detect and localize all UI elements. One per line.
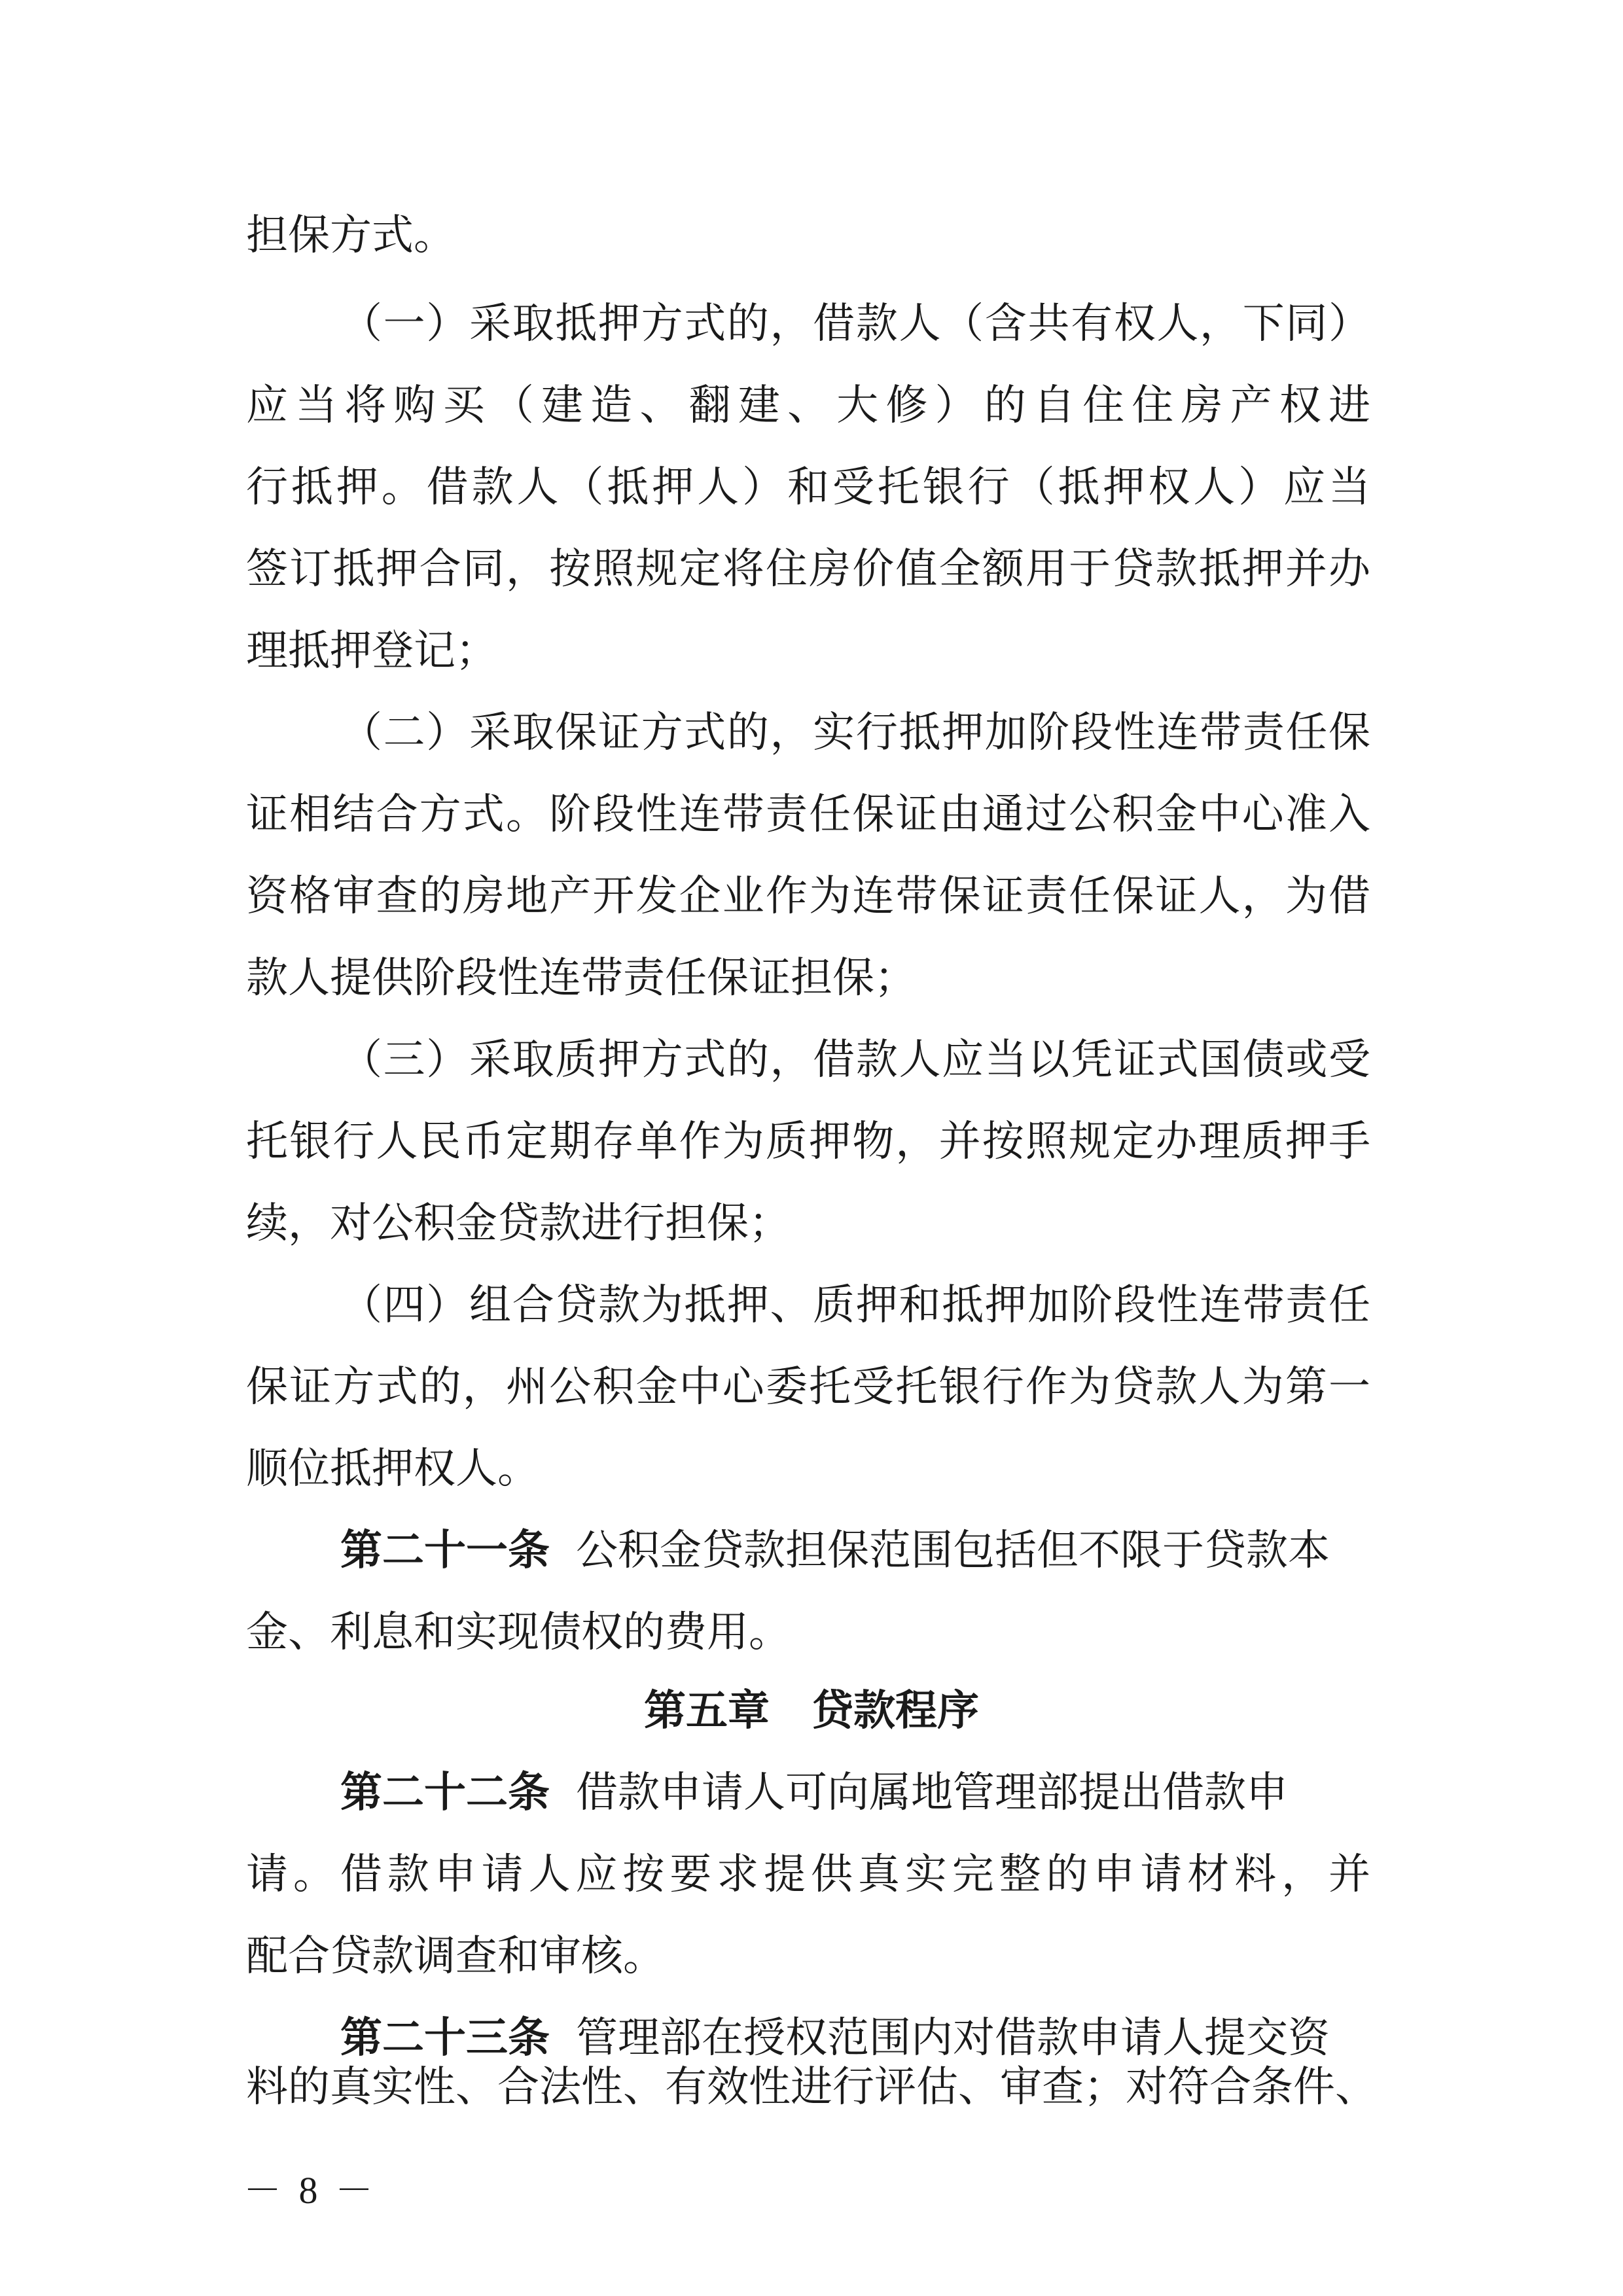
text-line: 款人提供阶段性连带责任保证担保； bbox=[246, 954, 916, 1002]
article-number: 第二十一条 bbox=[340, 1526, 550, 1575]
text-line: 续，对公积金贷款进行担保； bbox=[246, 1199, 791, 1248]
text-line: （一）采取抵押方式的，借款人（含共有权人，下同） bbox=[340, 300, 1370, 348]
text-line: （二）采取保证方式的，实行抵押加阶段性连带责任保 bbox=[340, 709, 1370, 757]
article-number: 第二十三条 bbox=[340, 2013, 550, 2062]
text-line: 证相结合方式。阶段性连带责任保证由通过公积金中心准入 bbox=[246, 790, 1370, 839]
text-line: 金、利息和实现债权的费用。 bbox=[246, 1608, 791, 1657]
article-22-line bbox=[340, 1754, 1370, 1832]
article-text: 公积金贷款担保范围包括但不限于贷款本 bbox=[576, 1527, 1330, 1575]
text-line: 配合贷款调查和审核。 bbox=[246, 1932, 665, 1981]
text-line: 理抵押登记； bbox=[246, 627, 497, 675]
chapter-heading: 第五章 贷款程序 bbox=[644, 1687, 979, 1735]
article-21-line bbox=[340, 1511, 1370, 1590]
text-line: 应当将购买（建造、翻建、大修）的自住住房产权进 bbox=[246, 381, 1370, 430]
text-line: 料的真实性、合法性、有效性进行评估、审查；对符合条件、 bbox=[246, 2063, 1377, 2111]
article-text: 管理部在授权范围内对借款申请人提交资 bbox=[576, 2014, 1330, 2062]
text-line: 托银行人民币定期存单作为质押物，并按照规定办理质押手 bbox=[246, 1118, 1370, 1166]
page-number: － 8 － bbox=[243, 2169, 378, 2212]
article-number: 第二十二条 bbox=[340, 1768, 550, 1817]
text-line: 保证方式的，州公积金中心委托受托银行作为贷款人为第一 bbox=[246, 1363, 1370, 1411]
text-line: （三）采取质押方式的，借款人应当以凭证式国债或受 bbox=[340, 1036, 1370, 1084]
text-line: 顺位抵押权人。 bbox=[246, 1445, 539, 1493]
text-line: 资格审查的房地产开发企业作为连带保证责任保证人，为借 bbox=[246, 872, 1370, 921]
article-text: 借款申请人可向属地管理部提出借款申 bbox=[576, 1769, 1288, 1817]
text-line: 行抵押。借款人（抵押人）和受托银行（抵押权人）应当 bbox=[246, 463, 1370, 512]
text-line: 担保方式。 bbox=[246, 211, 455, 260]
text-line: 请。借款申请人应按要求提供真实完整的申请材料，并 bbox=[246, 1850, 1370, 1899]
text-line: （四）组合贷款为抵押、质押和抵押加阶段性连带责任 bbox=[340, 1281, 1370, 1330]
text-line: 签订抵押合同，按照规定将住房价值全额用于贷款抵押并办 bbox=[246, 545, 1370, 593]
